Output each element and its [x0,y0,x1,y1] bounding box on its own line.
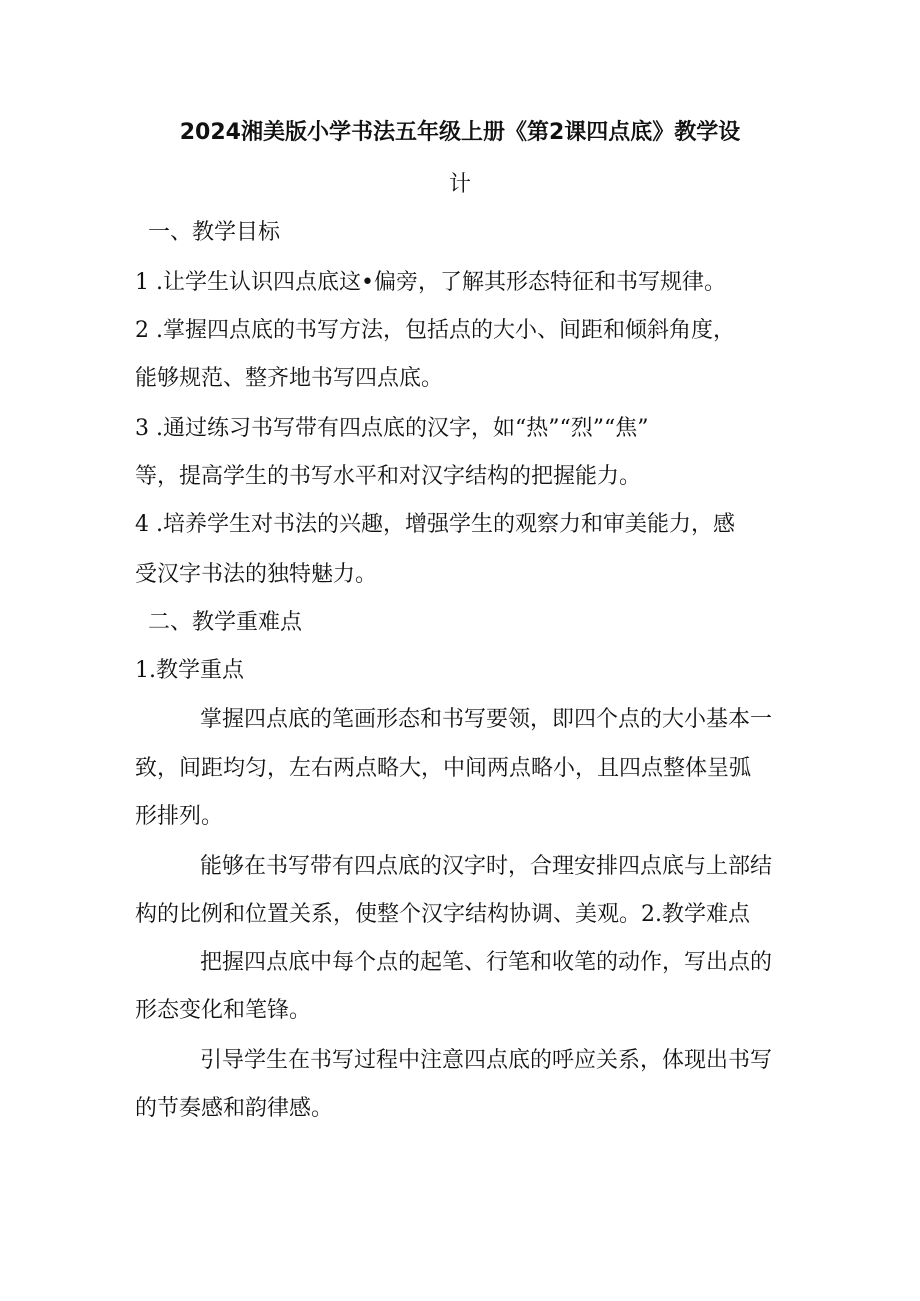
paragraph-line: 掌握四点底的笔画形态和书写要领，即四个点的大小基本一 [200,707,773,732]
document-title-line-2: 计 [448,172,471,197]
paragraph-line: 形排列。 [135,804,224,829]
paragraph-line: 的节奏感和韵律感。 [135,1096,334,1121]
paragraph-line: 等，提高学生的书写水平和对汉字结构的把握能力。 [135,464,642,489]
paragraph-line: 把握四点底中每个点的起笔、行笔和收笔的动作，写出点的 [200,950,773,975]
subheading-key-point: 1.教学重点 [135,658,244,683]
document-title-line-1: 2024湘美版小学书法五年级上册《第2课四点底》教学设 [179,120,741,145]
paragraph-line: 形态变化和笔锋。 [135,998,312,1023]
paragraph-line: 受汉字书法的独特魅力。 [135,562,378,587]
paragraph-line: 能够规范、整齐地书写四点底。 [135,366,444,391]
paragraph-line: 4 .培养学生对书法的兴趣，增强学生的观察力和审美能力，感 [135,512,735,537]
paragraph-line: 1 .让学生认识四点底这•偏旁，了解其形态特征和书写规律。 [135,270,726,295]
section-heading-key-points: 二、教学重难点 [148,610,303,635]
paragraph-line: 3 .通过练习书写带有四点底的汉字，如“热”“烈”“焦” [135,416,649,441]
paragraph-line: 构的比例和位置关系，使整个汉字结构协调、美观。2.教学难点 [135,902,750,927]
paragraph-line: 2 .掌握四点底的书写方法，包括点的大小、间距和倾斜角度， [135,318,735,343]
section-heading-objectives: 一、教学目标 [148,220,281,245]
paragraph-line: 能够在书写带有四点底的汉字时，合理安排四点底与上部结 [200,854,773,879]
paragraph-line: 致，间距均匀，左右两点略大，中间两点略小，且四点整体呈弧 [135,756,752,781]
paragraph-line: 引导学生在书写过程中注意四点底的呼应关系，体现出书写 [200,1048,773,1073]
